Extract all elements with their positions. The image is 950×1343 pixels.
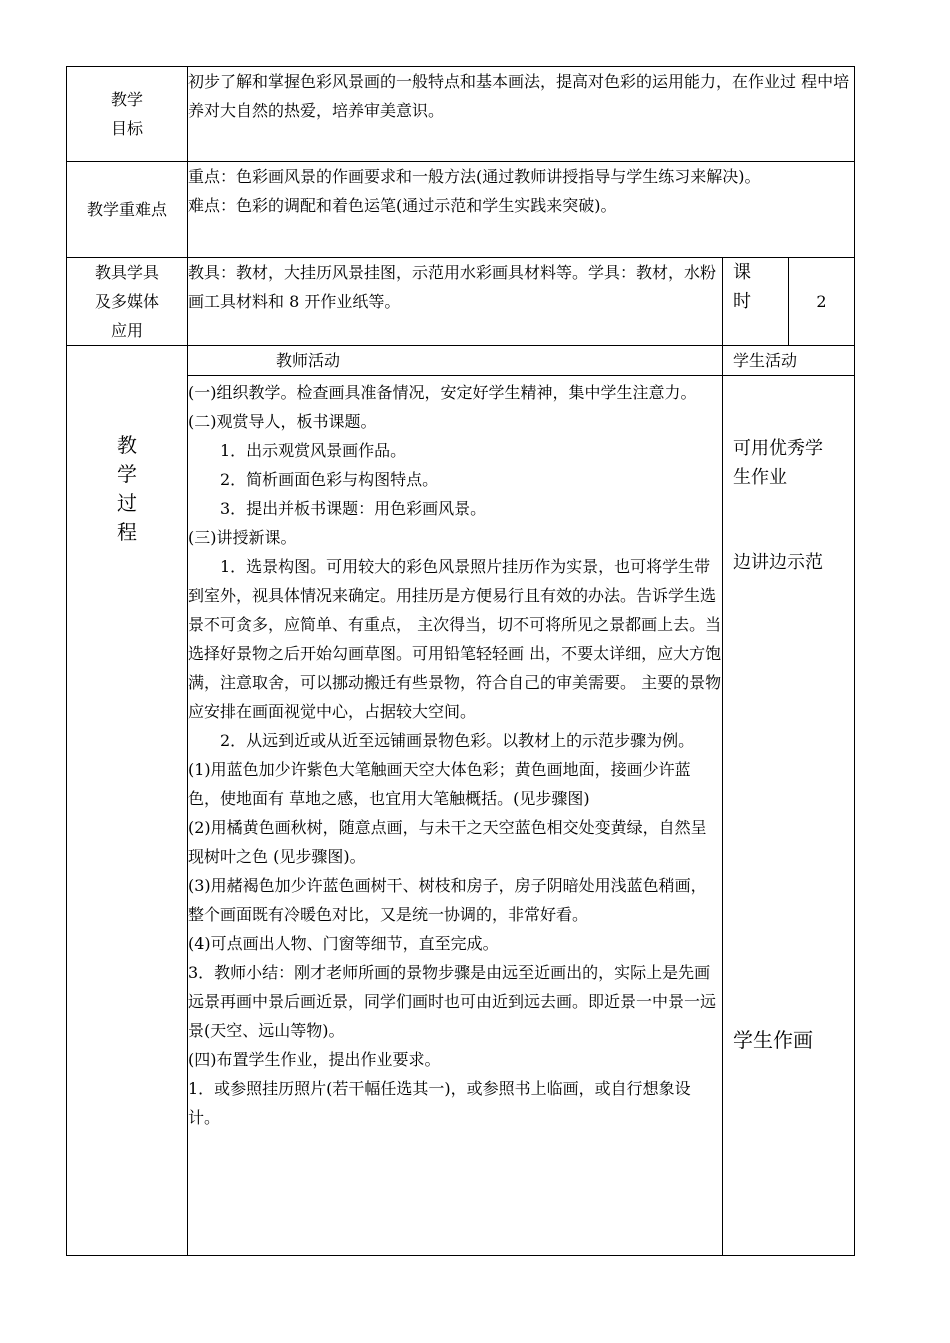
teacher-line-13: 3．教师小结：刚才老师所画的景物步骤是由远至近画出的，实际上是先画远景再画中景后画近景，同学们画时也可由近到远去画。即近景一中景一远景(天空、远山等物)。 (188, 963, 717, 1040)
teacher-line-10: (2)用橘黄色画秋树，随意点画，与未干之天空蓝色相交处变黄绿，自然呈现树叶之色 (见步骤图)。 (188, 818, 707, 866)
hours-value: 2 (789, 258, 855, 346)
student-activity-cell (723, 376, 855, 1256)
hours-label-line1: 课 (733, 262, 751, 283)
teacher-line-8: 2．从远到近或从近至远铺画景物色彩。以教材上的示范步骤为例。 (220, 731, 695, 750)
teacher-line-3: 1．出示观赏风景画作品。 (220, 441, 407, 460)
student-note-3: 学生作画 (733, 1028, 813, 1052)
teacher-activity-header: 教师活动 (188, 346, 723, 376)
key-points-row (67, 162, 855, 258)
key-points-focus: 重点：色彩画风景的作画要求和一般方法(通过教师讲授指导与学生练习来解决)。 (188, 167, 761, 186)
teacher-line-11: (3)用赭褐色加少许蓝色画树干、树枝和房子，房子阴暗处用浅蓝色稍画，整个画面既有冷暖色对比，又是统一协调的，非常好看。 (188, 876, 707, 924)
teacher-line-5: 3．提出并板书课题：用色彩画风景。 (220, 499, 487, 518)
key-points-difficulty: 难点：色彩的调配和着色运笔(通过示范和学生实践来突破)。 (188, 196, 617, 215)
objectives-label-line2: 目标 (110, 119, 143, 138)
objectives-row (67, 67, 855, 162)
tools-row (67, 258, 855, 346)
student-activity-header: 学生活动 (723, 346, 855, 376)
key-points-label: 教学重难点 (67, 162, 188, 258)
process-label (67, 346, 188, 1256)
teacher-activity-cell (188, 376, 723, 1256)
objectives-label (67, 67, 188, 162)
objectives-text: 初步了解和掌握色彩风景画的一般特点和基本画法，提高对色彩的运用能力，在作业过 程中培养对大自然的热爱，培养审美意识。 (188, 72, 850, 120)
process-label-char2: 学 (117, 462, 137, 486)
hours-label (723, 258, 789, 346)
hours-label-line2: 时 (733, 291, 751, 312)
student-note-2: 边讲边示范 (733, 552, 823, 573)
tools-label (67, 258, 188, 346)
tools-text: 教具：教材，大挂历风景挂图，示范用水彩画具材料等。学具：教材，水粉画工具材料和 8 开作业纸等。 (188, 263, 717, 311)
teacher-line-12: (4)可点画出人物、门窗等细节，直至完成。 (188, 934, 499, 953)
process-header-row (67, 346, 855, 376)
teacher-line-1: (一)组织教学。检查画具准备情况，安定好学生精神，集中学生注意力。 (188, 383, 697, 402)
process-label-char3: 过 (117, 491, 137, 515)
tools-label-line2: 及多媒体 (94, 292, 159, 311)
tools-cell (188, 258, 723, 346)
teacher-line-15: 1．或参照挂历照片(若干幅任选其一)，或参照书上临画，或自行想象设计。 (188, 1079, 691, 1127)
process-label-char1: 教 (117, 433, 137, 457)
teacher-line-9: (1)用蓝色加少许紫色大笔触画天空大体色彩；黄色画地面，接画少许蓝色，使地面有 草地之感，也宜用大笔触概括。(见步骤图) (188, 760, 691, 808)
teacher-line-2: (二)观赏导人，板书课题。 (188, 412, 377, 431)
tools-label-line1: 教具学具 (94, 263, 159, 282)
objectives-label-line1: 教学 (110, 90, 143, 109)
lesson-plan-table (66, 66, 855, 1256)
tools-label-line3: 应用 (110, 321, 143, 340)
teacher-line-7: 1．选景构图。可用较大的彩色风景照片挂历作为实景，也可将学生带到室外，视具体情况来确定。用挂历是方便易行且有效的办法。告诉学生选景不可贪多，应简单、有重点， 主次得当，切不可将所见之景都画上去。当选择好景物之后开始勾画草图。可用铅笔轻轻画 出，不要太详细，应大方饱满，注意取舍，可以挪动搬迁有些景物，符合自己的审美需要。 主要的景物应安排在画面视觉中心，占据较大空间。 (188, 557, 722, 721)
teacher-line-6: (三)讲授新课。 (188, 528, 297, 547)
teacher-line-14: (四)布置学生作业，提出作业要求。 (188, 1050, 441, 1069)
objectives-cell (188, 67, 855, 162)
teacher-line-4: 2．简析画面色彩与构图特点。 (220, 470, 439, 489)
process-label-text (67, 346, 187, 547)
process-label-char4: 程 (117, 520, 137, 544)
student-note-1: 可用优秀学生作业 (733, 438, 823, 488)
key-points-cell (188, 162, 855, 258)
